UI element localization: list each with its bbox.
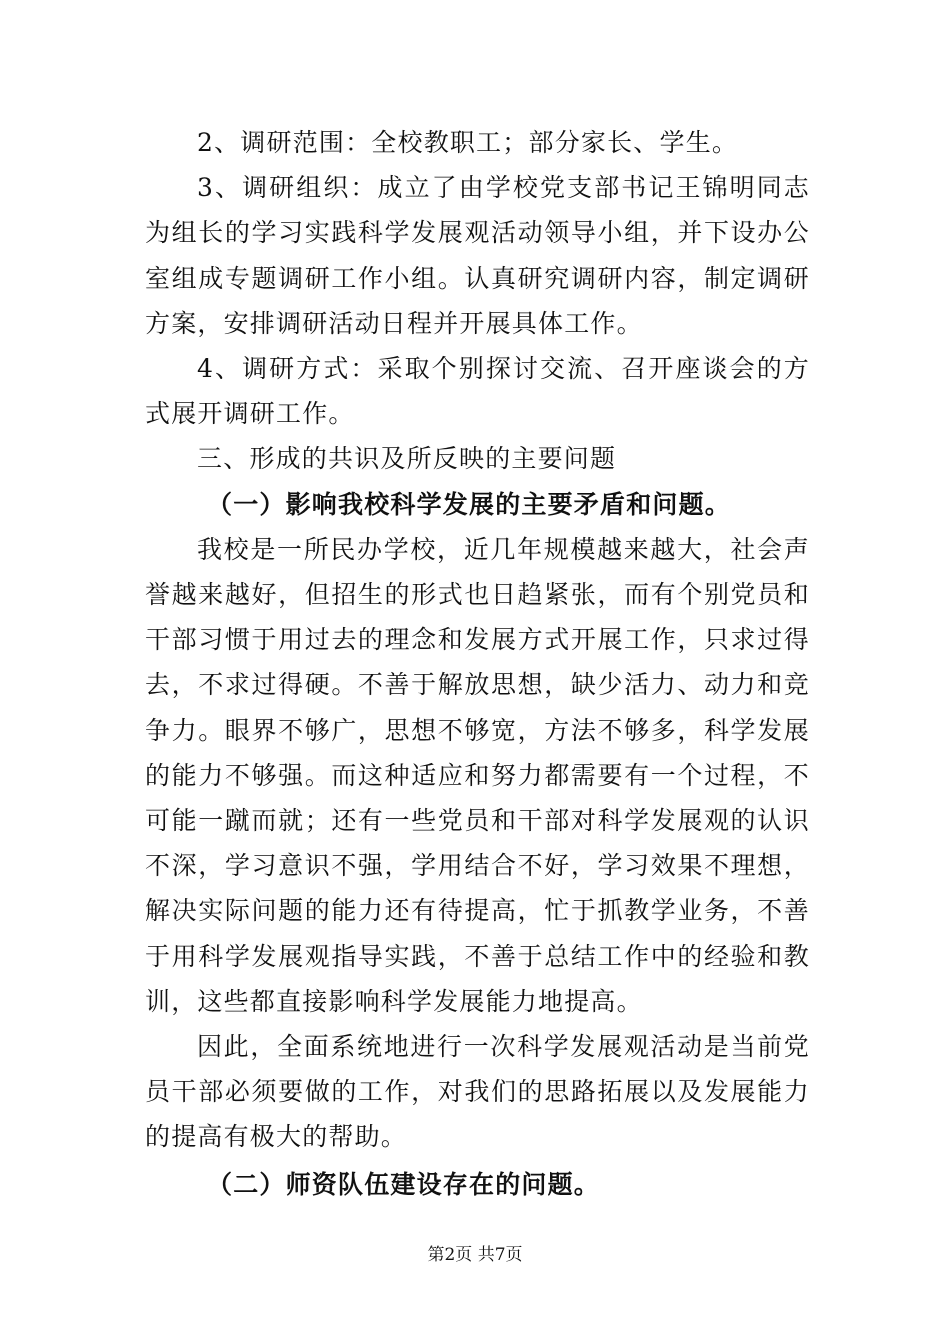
page-number-footer: 第2页 共7页 [427,1245,523,1265]
section-heading: 三、形成的共识及所反映的主要问题 [197,444,617,474]
subheading-main-problems: （一）影响我校科学发展的主要矛盾和问题。 [207,489,732,519]
paragraph-conclusion: 因此，全面系统地进行一次科学发展观活动是当前党员干部必须要做的工作，对我们的思路拓展以及发展能力的提高有极大的帮助。 [145,1032,810,1152]
subheading-teacher-issues: （二）师资队伍建设存在的问题。 [207,1169,601,1199]
document-body [145,120,810,1207]
paragraph-school-situation: 我校是一所民办学校，近几年规模越来越大，社会声誉越来越好，但招生的形式也日趋紧张，而有个别党员和干部习惯于用过去的理念和发展方式开展工作，只求过得去，不求过得硬。不善于解放思想，缺少活力、动力和竞争力。眼界不够广，思想不够宽，方法不够多，科学发展的能力不够强。而这种适应和努力都需要有一个过程，不可能一蹴而就；还有一些党员和干部对科学发展观的认识不深，学习意识不强，学用结合不好，学习效果不理想，解决实际问题的能力还有待提高，忙于抓教学业务，不善于用科学发展观指导实践，不善于总结工作中的经验和教训，这些都直接影响科学发展能力地提高。 [145,534,810,1016]
paragraph-research-organization: 3、调研组织：成立了由学校党支部书记王锦明同志为组长的学习实践科学发展观活动领导小组，并下设办公室组成专题调研工作小组。认真研究调研内容，制定调研方案，安排调研活动日程并开展具体工作。 [145,173,810,338]
paragraph-research-scope: 2、调研范围：全校教职工；部分家长、学生。 [197,128,739,157]
paragraph-research-method: 4、调研方式：采取个别探讨交流、召开座谈会的方式展开调研工作。 [145,354,810,429]
